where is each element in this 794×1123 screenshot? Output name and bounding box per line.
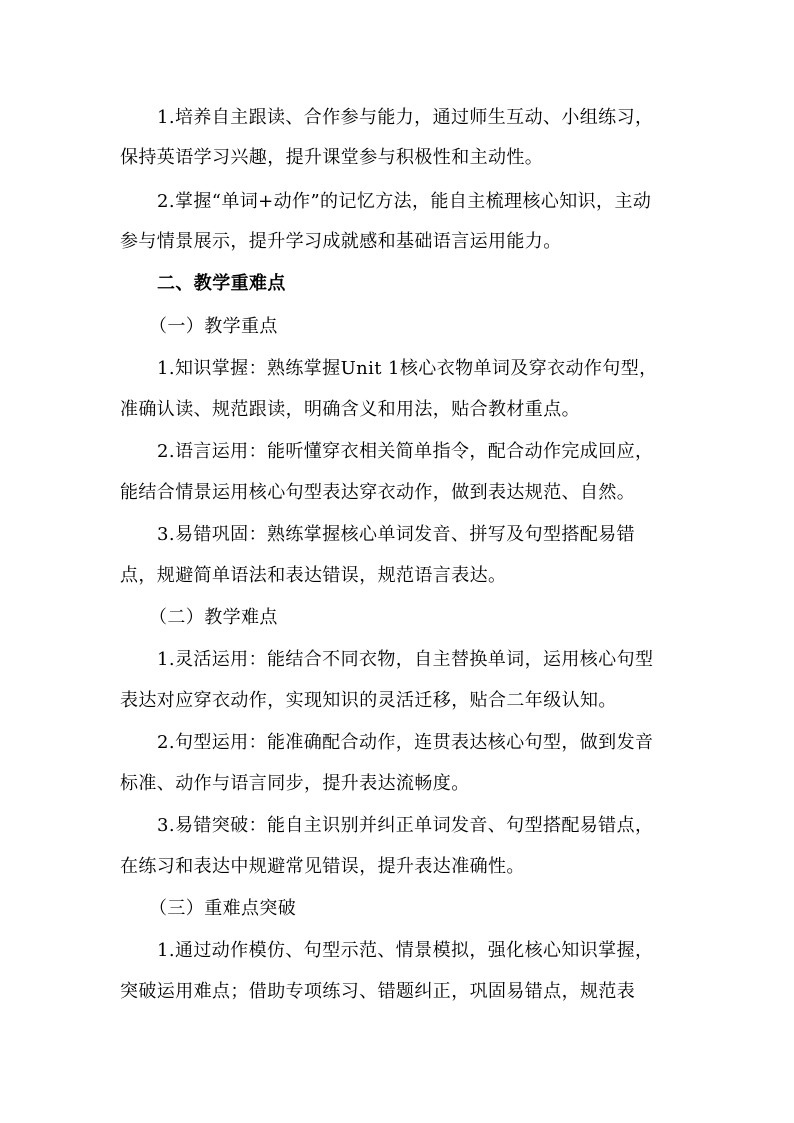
paragraph-line: 保持英语学习兴趣，提升课堂参与积极性和主动性。 — [120, 147, 544, 168]
paragraph-line: 3.易错突破：能自主识别并纠正单词发音、句型搭配易错点， — [157, 815, 654, 836]
paragraph-line: 能结合情景运用核心句型表达穿衣动作，做到表达规范、自然。 — [120, 482, 636, 503]
paragraph-line: 标准、动作与语言同步，提升表达流畅度。 — [120, 773, 470, 794]
section-heading: 二、教学重难点 — [157, 273, 286, 294]
paragraph-line: 2.掌握“单词+动作”的记忆方法，能自主梳理核心知识，主动 — [157, 191, 652, 212]
subsection-heading: （一）教学重点 — [149, 316, 278, 337]
subsection-heading: （二）教学难点 — [149, 607, 278, 628]
paragraph-line: 表达对应穿衣动作，实现知识的灵活迁移，贴合二年级认知。 — [120, 690, 617, 711]
paragraph-line: 突破运用难点；借助专项练习、错题纠正，巩固易错点，规范表 — [120, 981, 636, 1002]
paragraph-line: 点，规避简单语法和表达错误，规范语言表达。 — [120, 565, 507, 586]
paragraph-line: 2.语言运用：能听懂穿衣相关简单指令，配合动作完成回应， — [157, 441, 654, 462]
paragraph-line: 1.培养自主跟读、合作参与能力，通过师生互动、小组练习， — [157, 107, 654, 128]
paragraph-line: 1.通过动作模仿、句型示范、情景模拟，强化核心知识掌握， — [157, 940, 654, 961]
paragraph-line: 在练习和表达中规避常见错误，提升表达准确性。 — [120, 856, 525, 877]
paragraph-line: 1.知识掌握：熟练掌握Unit 1核心衣物单词及穿衣动作句型， — [157, 358, 658, 379]
paragraph-line: 3.易错巩固：熟练掌握核心单词发音、拼写及句型搭配易错 — [157, 524, 635, 545]
subsection-heading: （三）重难点突破 — [149, 898, 297, 919]
paragraph-line: 参与情景展示，提升学习成就感和基础语言运用能力。 — [120, 231, 562, 252]
paragraph-line: 1.灵活运用：能结合不同衣物，自主替换单词，运用核心句型 — [157, 649, 654, 670]
paragraph-line: 2.句型运用：能准确配合动作，连贯表达核心句型，做到发音 — [157, 732, 654, 753]
paragraph-line: 准确认读、规范跟读，明确含义和用法，贴合教材重点。 — [120, 399, 580, 420]
